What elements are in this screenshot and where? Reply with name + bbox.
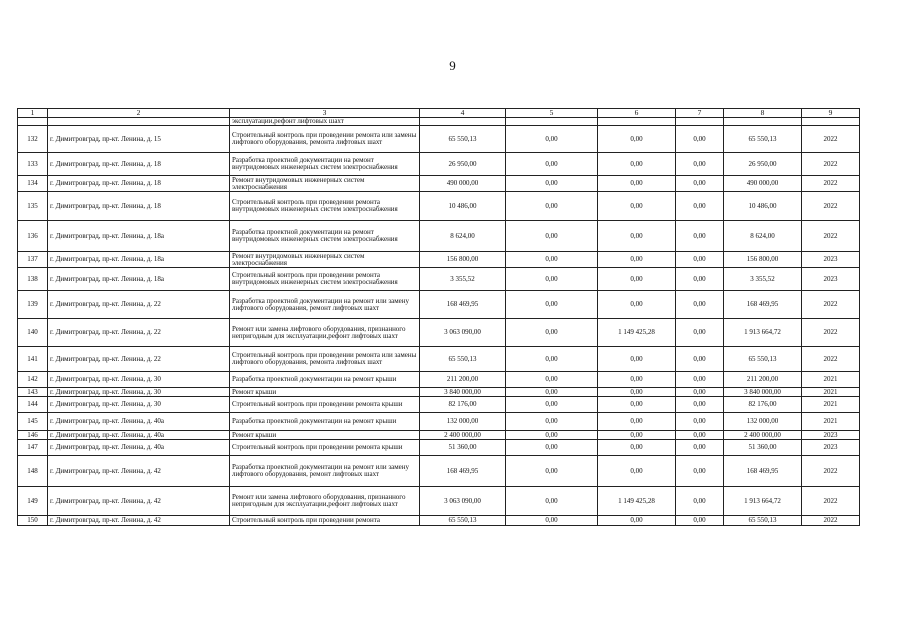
- row-number: 142: [18, 372, 48, 388]
- row-address: г. Димитровград, пр-кт. Ленина, д. 42: [48, 487, 230, 516]
- row-value-col8: 156 800,00: [724, 252, 802, 268]
- table-row: [18, 126, 860, 153]
- row-address: г. Димитровград, пр-кт. Ленина, д. 18: [48, 192, 230, 221]
- row-value-col8: 490 000,00: [724, 176, 802, 192]
- header-cell-9: 9: [802, 109, 860, 118]
- row-value-col6: 0,00: [598, 347, 676, 372]
- row-work-description: Строительный контроль при проведении ремонта крыши: [230, 397, 420, 413]
- row-year: 2022: [802, 176, 860, 192]
- row-work-description: Строительный контроль при проведении ремонта внутридомовых инженерных систем электроснабжения: [230, 192, 420, 221]
- row-value-col5: 0,00: [506, 440, 598, 456]
- row-value-col4: 3 355,52: [420, 268, 506, 291]
- row-value-col5: 0,00: [506, 252, 598, 268]
- row-value-col7: 0,00: [676, 516, 724, 526]
- header-cell-8: 8: [724, 109, 802, 118]
- row-work-description: Строительный контроль при проведении ремонта крыши: [230, 440, 420, 456]
- row-address: г. Димитровград, пр-кт. Ленина, д. 18а: [48, 252, 230, 268]
- table-row: [18, 252, 860, 268]
- row-year: 2022: [802, 487, 860, 516]
- table-row: [18, 268, 860, 291]
- row-year: 2021: [802, 372, 860, 388]
- row-value-col5: 0,00: [506, 176, 598, 192]
- table-row: [18, 456, 860, 487]
- row-value-col4: 65 550,13: [420, 516, 506, 526]
- row-year: 2023: [802, 431, 860, 440]
- table-row: [18, 397, 860, 413]
- row-number: 133: [18, 153, 48, 176]
- row-number: 145: [18, 413, 48, 431]
- row-value-col5: 0,00: [506, 431, 598, 440]
- table-row: [18, 221, 860, 252]
- row-value-col6: 0,00: [598, 126, 676, 153]
- row-value-col4: 168 469,95: [420, 456, 506, 487]
- row-value-col8: 51 360,00: [724, 440, 802, 456]
- header-cell-5: 5: [506, 109, 598, 118]
- row-value-col4: 82 176,00: [420, 397, 506, 413]
- row-number: 143: [18, 388, 48, 397]
- row-value-col6: 0,00: [598, 221, 676, 252]
- row-value-col6: 0,00: [598, 176, 676, 192]
- row-value-col7: 0,00: [676, 413, 724, 431]
- row-work-description: Ремонт или замена лифтового оборудования, признанного непригодным для эксплуатации,рефонт лифтовых шахт: [230, 319, 420, 347]
- row-address: г. Димитровград, пр-кт. Ленина, д. 40а: [48, 431, 230, 440]
- row-value-col4: 2 400 000,00: [420, 431, 506, 440]
- row-value-col4: 132 000,00: [420, 413, 506, 431]
- continuation-text: эксплуатации,рефонт лифтовых шахт: [230, 118, 420, 126]
- row-value-col7: 0,00: [676, 347, 724, 372]
- row-value-col4: 3 840 000,00: [420, 388, 506, 397]
- row-address: г. Димитровград, пр-кт. Ленина, д. 15: [48, 126, 230, 153]
- table-row: [18, 319, 860, 347]
- row-value-col6: 0,00: [598, 516, 676, 526]
- row-value-col6: 0,00: [598, 372, 676, 388]
- row-value-col4: 26 950,00: [420, 153, 506, 176]
- row-year: 2023: [802, 440, 860, 456]
- row-year: 2021: [802, 388, 860, 397]
- row-number: 137: [18, 252, 48, 268]
- row-address: г. Димитровград, пр-кт. Ленина, д. 18а: [48, 268, 230, 291]
- row-value-col6: 0,00: [598, 153, 676, 176]
- row-year: 2022: [802, 221, 860, 252]
- row-work-description: Строительный контроль при проведении ремонта или замены лифтового оборудования, ремонта лифтовых шахт: [230, 347, 420, 372]
- row-value-col6: 0,00: [598, 252, 676, 268]
- row-value-col8: 8 624,00: [724, 221, 802, 252]
- row-value-col5: 0,00: [506, 347, 598, 372]
- row-value-col4: 490 000,00: [420, 176, 506, 192]
- row-value-col8: 168 469,95: [724, 456, 802, 487]
- row-value-col4: 3 063 090,00: [420, 319, 506, 347]
- row-value-col7: 0,00: [676, 153, 724, 176]
- row-work-description: Строительный контроль при проведении ремонта внутридомовых инженерных систем электроснабжения: [230, 268, 420, 291]
- row-value-col4: 65 550,13: [420, 126, 506, 153]
- row-value-col5: 0,00: [506, 153, 598, 176]
- row-value-col8: 82 176,00: [724, 397, 802, 413]
- row-year: 2022: [802, 192, 860, 221]
- row-value-col4: 10 486,00: [420, 192, 506, 221]
- row-work-description: Строительный контроль при проведении ремонта или замены лифтового оборудования, ремонта лифтовых шахт: [230, 126, 420, 153]
- table-row: [18, 440, 860, 456]
- table-row: [18, 388, 860, 397]
- row-address: г. Димитровград, пр-кт. Ленина, д. 30: [48, 372, 230, 388]
- row-value-col8: 2 400 000,00: [724, 431, 802, 440]
- header-cell-2: 2: [48, 109, 230, 118]
- row-number: 138: [18, 268, 48, 291]
- repair-schedule-table: [17, 108, 860, 526]
- row-value-col6: 1 149 425,28: [598, 319, 676, 347]
- header-row: [18, 109, 860, 118]
- row-number: 141: [18, 347, 48, 372]
- row-year: 2021: [802, 397, 860, 413]
- row-value-col8: 65 550,13: [724, 347, 802, 372]
- row-address: г. Димитровград, пр-кт. Ленина, д. 18а: [48, 221, 230, 252]
- row-year: 2023: [802, 252, 860, 268]
- row-work-description: Строительный контроль при проведении ремонта: [230, 516, 420, 526]
- row-value-col5: 0,00: [506, 397, 598, 413]
- row-work-description: Ремонт крыши: [230, 431, 420, 440]
- row-value-col6: 0,00: [598, 192, 676, 221]
- row-year: 2022: [802, 319, 860, 347]
- row-value-col8: 1 913 664,72: [724, 319, 802, 347]
- header-cell-4: 4: [420, 109, 506, 118]
- page-number: 9: [449, 58, 456, 73]
- table-row: [18, 291, 860, 319]
- row-address: г. Димитровград, пр-кт. Ленина, д. 22: [48, 347, 230, 372]
- row-value-col7: 0,00: [676, 456, 724, 487]
- row-value-col8: 26 950,00: [724, 153, 802, 176]
- row-value-col5: 0,00: [506, 221, 598, 252]
- row-value-col4: 3 063 090,00: [420, 487, 506, 516]
- row-year: 2022: [802, 347, 860, 372]
- row-value-col5: 0,00: [506, 413, 598, 431]
- row-work-description: Разработка проектной документации на ремонт или замену лифтового оборудования, ремонт лифтовых шахт: [230, 291, 420, 319]
- row-work-description: Разработка проектной документации на ремонт внутридомовых инженерных систем электроснабжения: [230, 153, 420, 176]
- row-work-description: Ремонт крыши: [230, 388, 420, 397]
- header-cell-7: 7: [676, 109, 724, 118]
- row-address: г. Димитровград, пр-кт. Ленина, д. 42: [48, 456, 230, 487]
- row-value-col7: 0,00: [676, 319, 724, 347]
- row-value-col6: 0,00: [598, 397, 676, 413]
- row-number: 135: [18, 192, 48, 221]
- table-body: [18, 109, 860, 526]
- table-row: [18, 413, 860, 431]
- row-value-col7: 0,00: [676, 252, 724, 268]
- row-value-col6: 0,00: [598, 268, 676, 291]
- row-work-description: Разработка проектной документации на ремонт крыши: [230, 413, 420, 431]
- row-address: г. Димитровград, пр-кт. Ленина, д. 40а: [48, 413, 230, 431]
- table-row: [18, 176, 860, 192]
- row-value-col8: 211 200,00: [724, 372, 802, 388]
- row-value-col7: 0,00: [676, 397, 724, 413]
- row-value-col7: 0,00: [676, 388, 724, 397]
- row-year: 2022: [802, 126, 860, 153]
- row-value-col4: 51 360,00: [420, 440, 506, 456]
- row-number: 140: [18, 319, 48, 347]
- row-number: 150: [18, 516, 48, 526]
- row-number: 136: [18, 221, 48, 252]
- table-row: [18, 516, 860, 526]
- row-year: 2021: [802, 413, 860, 431]
- table-row: [18, 153, 860, 176]
- row-value-col5: 0,00: [506, 516, 598, 526]
- row-value-col7: 0,00: [676, 126, 724, 153]
- row-work-description: Разработка проектной документации на ремонт крыши: [230, 372, 420, 388]
- row-value-col8: 65 550,13: [724, 126, 802, 153]
- row-value-col7: 0,00: [676, 372, 724, 388]
- row-value-col6: 0,00: [598, 291, 676, 319]
- table-row: [18, 431, 860, 440]
- table-row: [18, 192, 860, 221]
- row-value-col8: 10 486,00: [724, 192, 802, 221]
- row-value-col5: 0,00: [506, 192, 598, 221]
- row-address: г. Димитровград, пр-кт. Ленина, д. 30: [48, 388, 230, 397]
- row-number: 144: [18, 397, 48, 413]
- row-number: 132: [18, 126, 48, 153]
- row-value-col7: 0,00: [676, 268, 724, 291]
- continuation-row: [18, 118, 860, 126]
- row-value-col6: 1 149 425,28: [598, 487, 676, 516]
- row-value-col4: 211 200,00: [420, 372, 506, 388]
- row-value-col7: 0,00: [676, 487, 724, 516]
- row-value-col7: 0,00: [676, 192, 724, 221]
- row-value-col5: 0,00: [506, 487, 598, 516]
- row-work-description: Разработка проектной документации на ремонт внутридомовых инженерных систем электроснабжения: [230, 221, 420, 252]
- row-value-col5: 0,00: [506, 268, 598, 291]
- row-address: г. Димитровград, пр-кт. Ленина, д. 42: [48, 516, 230, 526]
- row-number: 134: [18, 176, 48, 192]
- row-number: 139: [18, 291, 48, 319]
- header-cell-6: 6: [598, 109, 676, 118]
- row-year: 2022: [802, 456, 860, 487]
- row-value-col7: 0,00: [676, 440, 724, 456]
- row-year: 2023: [802, 268, 860, 291]
- row-number: 147: [18, 440, 48, 456]
- row-value-col5: 0,00: [506, 126, 598, 153]
- row-address: г. Димитровград, пр-кт. Ленина, д. 22: [48, 291, 230, 319]
- row-address: г. Димитровград, пр-кт. Ленина, д. 18: [48, 176, 230, 192]
- header-cell-3: 3: [230, 109, 420, 118]
- row-value-col6: 0,00: [598, 431, 676, 440]
- row-number: 148: [18, 456, 48, 487]
- row-value-col4: 65 550,13: [420, 347, 506, 372]
- row-number: 149: [18, 487, 48, 516]
- row-work-description: Ремонт внутридомовых инженерных систем электроснабжения: [230, 176, 420, 192]
- row-address: г. Димитровград, пр-кт. Ленина, д. 22: [48, 319, 230, 347]
- header-cell-1: 1: [18, 109, 48, 118]
- row-address: г. Димитровград, пр-кт. Ленина, д. 30: [48, 397, 230, 413]
- row-value-col5: 0,00: [506, 372, 598, 388]
- row-year: 2022: [802, 516, 860, 526]
- table-row: [18, 372, 860, 388]
- row-value-col7: 0,00: [676, 431, 724, 440]
- row-value-col8: 1 913 664,72: [724, 487, 802, 516]
- table-row: [18, 487, 860, 516]
- row-value-col8: 3 840 000,00: [724, 388, 802, 397]
- row-number: 146: [18, 431, 48, 440]
- row-value-col6: 0,00: [598, 440, 676, 456]
- row-value-col5: 0,00: [506, 388, 598, 397]
- row-value-col8: 3 355,52: [724, 268, 802, 291]
- row-value-col8: 65 550,13: [724, 516, 802, 526]
- row-value-col7: 0,00: [676, 176, 724, 192]
- row-value-col7: 0,00: [676, 291, 724, 319]
- row-work-description: Ремонт внутридомовых инженерных систем электроснабжения: [230, 252, 420, 268]
- row-value-col5: 0,00: [506, 456, 598, 487]
- row-value-col4: 168 469,95: [420, 291, 506, 319]
- row-value-col8: 168 469,95: [724, 291, 802, 319]
- row-value-col4: 8 624,00: [420, 221, 506, 252]
- row-year: 2022: [802, 153, 860, 176]
- row-value-col5: 0,00: [506, 291, 598, 319]
- row-value-col7: 0,00: [676, 221, 724, 252]
- row-work-description: Разработка проектной документации на ремонт или замену лифтового оборудования, ремонт лифтовых шахт: [230, 456, 420, 487]
- row-value-col8: 132 000,00: [724, 413, 802, 431]
- row-address: г. Димитровград, пр-кт. Ленина, д. 40а: [48, 440, 230, 456]
- row-address: г. Димитровград, пр-кт. Ленина, д. 18: [48, 153, 230, 176]
- row-year: 2022: [802, 291, 860, 319]
- row-work-description: Ремонт или замена лифтового оборудования, признанного непригодным для эксплуатации,рефонт лифтовых шахт: [230, 487, 420, 516]
- row-value-col6: 0,00: [598, 413, 676, 431]
- table-row: [18, 347, 860, 372]
- row-value-col6: 0,00: [598, 388, 676, 397]
- row-value-col4: 156 800,00: [420, 252, 506, 268]
- row-value-col6: 0,00: [598, 456, 676, 487]
- row-value-col5: 0,00: [506, 319, 598, 347]
